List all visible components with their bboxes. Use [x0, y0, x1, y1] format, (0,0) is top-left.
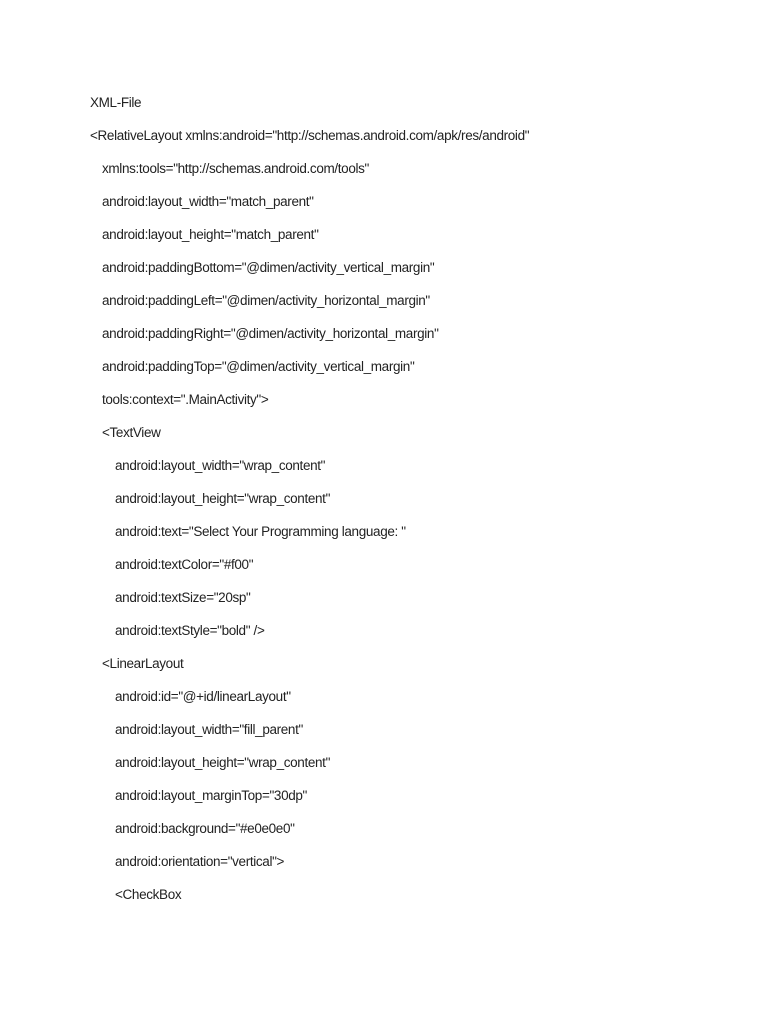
code-line: <RelativeLayout xmlns:android="http://schemas.android.com/apk/res/android" [90, 128, 530, 143]
code-line: android:layout_width="fill_parent" [115, 722, 303, 737]
code-line: android:paddingRight="@dimen/activity_horizontal_margin" [102, 326, 439, 341]
code-block [90, 119, 768, 911]
code-line: android:layout_width="wrap_content" [115, 458, 326, 473]
code-line: <TextView [102, 425, 161, 440]
code-line: android:text="Select Your Programming language: " [115, 524, 406, 539]
code-line: android:id="@+id/linearLayout" [115, 689, 291, 704]
code-line: <CheckBox [115, 887, 182, 902]
code-line: android:layout_height="wrap_content" [115, 755, 331, 770]
code-line: android:layout_height="match_parent" [102, 227, 319, 242]
code-line: android:textStyle="bold" /> [115, 623, 265, 638]
code-line: android:paddingLeft="@dimen/activity_horizontal_margin" [102, 293, 430, 308]
document-heading: XML-File [90, 95, 142, 110]
code-line: xmlns:tools="http://schemas.android.com/tools" [102, 161, 369, 176]
code-line: android:layout_marginTop="30dp" [115, 788, 307, 803]
document-page [90, 86, 768, 911]
code-line: android:paddingTop="@dimen/activity_vertical_margin" [102, 359, 415, 374]
code-line: android:background="#e0e0e0" [115, 821, 295, 836]
code-line: <LinearLayout [102, 656, 184, 671]
code-line: android:layout_height="wrap_content" [115, 491, 331, 506]
code-line: tools:context=".MainActivity"> [102, 392, 269, 407]
code-line: android:textColor="#f00" [115, 557, 254, 572]
code-line: android:paddingBottom="@dimen/activity_vertical_margin" [102, 260, 435, 275]
code-line: android:textSize="20sp" [115, 590, 251, 605]
code-line: android:orientation="vertical"> [115, 854, 285, 869]
code-line: android:layout_width="match_parent" [102, 194, 314, 209]
